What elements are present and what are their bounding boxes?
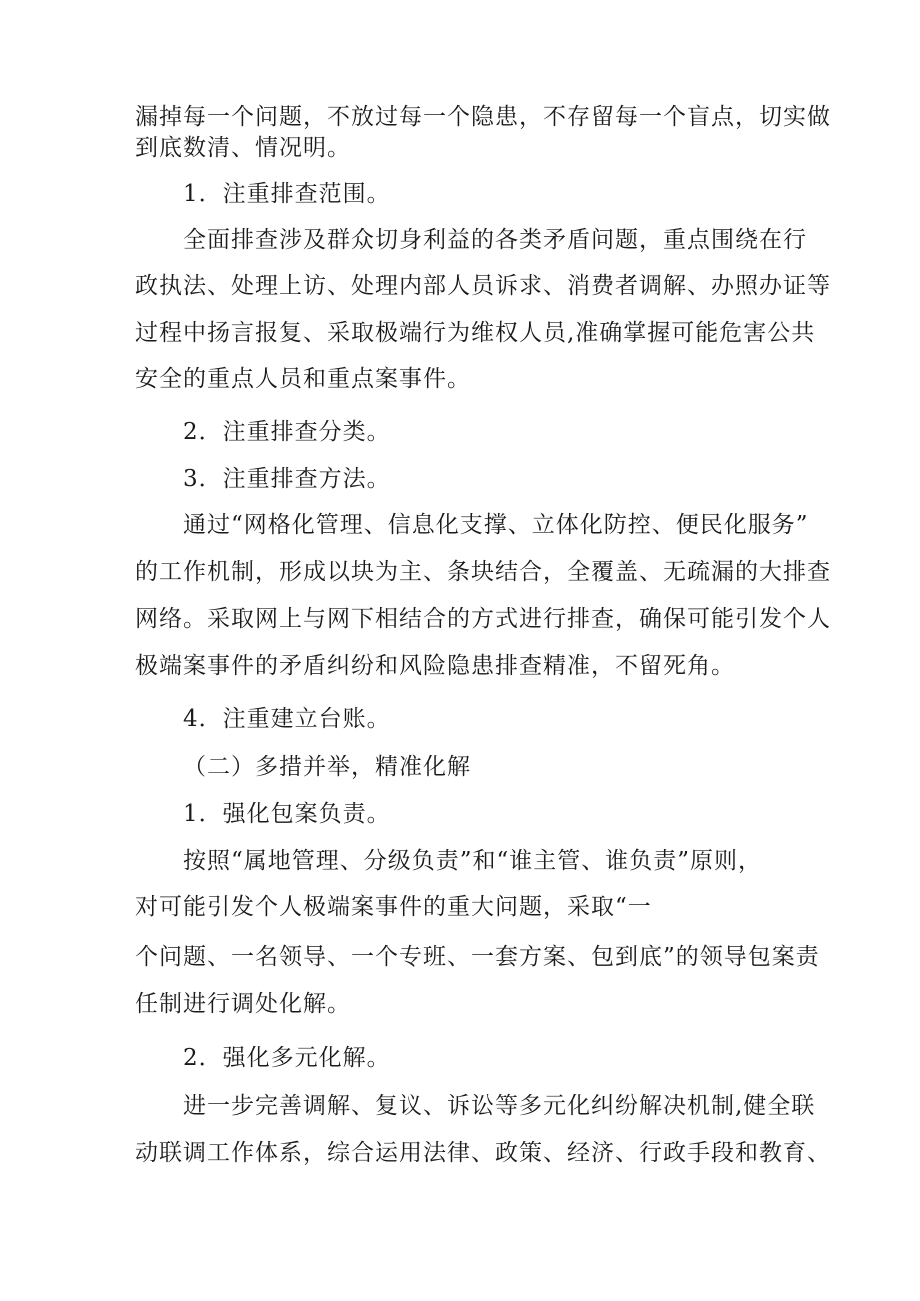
text-line: 动联调工作体系，综合运用法律、政策、经济、行政手段和教育、 bbox=[135, 1140, 831, 1166]
text-line: 进一步完善调解、复议、诉讼等多元化纠纷解决机制,健全联 bbox=[183, 1093, 816, 1119]
text-line: 全面排查涉及群众切身利益的各类矛盾问题，重点围绕在行 bbox=[183, 227, 807, 253]
text-line: 任制进行调处化解。 bbox=[135, 991, 351, 1017]
text-line: 漏掉每一个问题，不放过每一个隐患，不存留每一个盲点，切实做 bbox=[135, 104, 831, 130]
text-line: 安全的重点人员和重点案事件。 bbox=[135, 366, 471, 392]
section-heading: （二）多措并举，精准化解 bbox=[183, 754, 471, 780]
text-line: 对可能引发个人极端案事件的重大问题，采取“一 bbox=[135, 894, 652, 920]
list-item-heading: 1．强化包案负责。 bbox=[183, 801, 391, 827]
list-item-heading: 2．强化多元化解。 bbox=[183, 1045, 391, 1071]
text-line: 的工作机制，形成以块为主、条块结合，全覆盖、无疏漏的大排查 bbox=[135, 559, 831, 585]
text-line: 到底数清、情况明。 bbox=[135, 135, 351, 161]
list-item-heading: 1．注重排查范围。 bbox=[183, 181, 391, 207]
list-item-heading: 4．注重建立台账。 bbox=[183, 706, 391, 732]
text-line: 政执法、处理上访、处理内部人员诉求、消费者调解、办照办证等 bbox=[135, 273, 831, 299]
list-item-heading: 3．注重排查方法。 bbox=[183, 466, 391, 492]
text-line: 按照“属地管理、分级负责”和“谁主管、谁负责”原则， bbox=[183, 848, 763, 874]
list-item-heading: 2．注重排查分类。 bbox=[183, 419, 391, 445]
text-line: 通过“网格化管理、信息化支撑、立体化防控、便民化服务” bbox=[183, 512, 809, 538]
text-line: 网络。采取网上与网下相结合的方式进行排查，确保可能引发个人 bbox=[135, 606, 831, 632]
text-line: 极端案事件的矛盾纠纷和风险隐患排查精准，不留死角。 bbox=[135, 653, 735, 679]
text-line: 过程中扬言报复、采取极端行为维权人员,准确掌握可能危害公共 bbox=[135, 320, 816, 346]
text-line: 个问题、一名领导、一个专班、一套方案、包到底”的领导包案责 bbox=[135, 944, 820, 970]
